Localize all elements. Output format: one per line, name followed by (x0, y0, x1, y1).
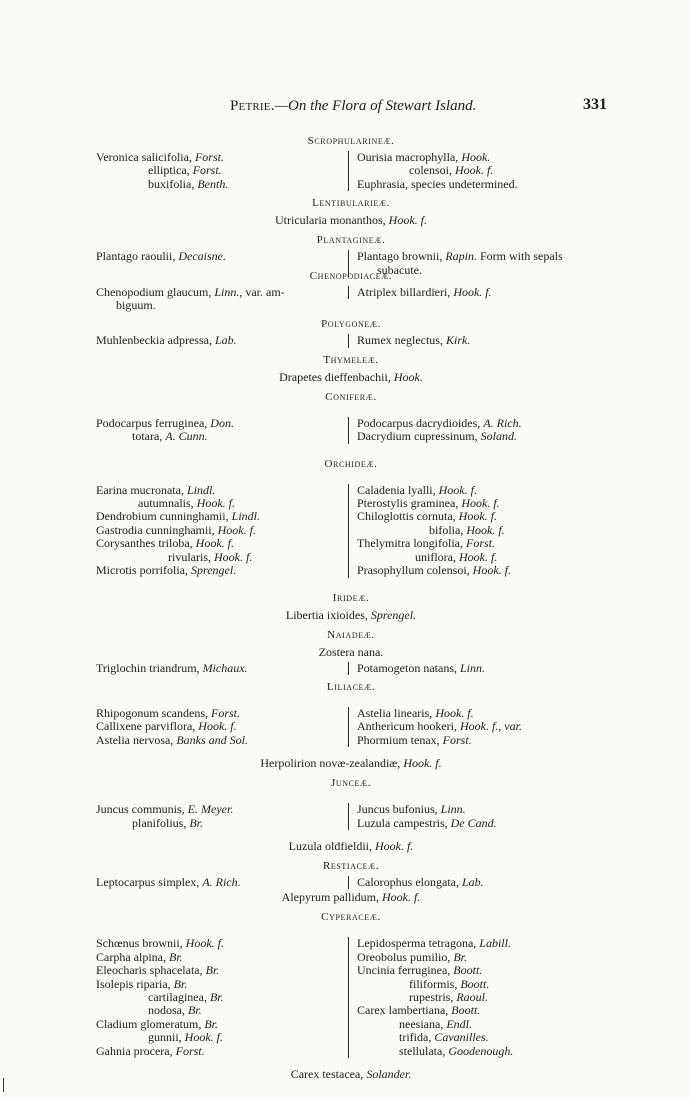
species-entry (96, 417, 342, 430)
species-authority: Hook. f. (195, 536, 234, 551)
species-entry (357, 1031, 606, 1044)
species-entry (357, 286, 606, 299)
species-name: Corysanthes triloba, (96, 536, 196, 551)
centered-species (96, 756, 606, 771)
species-note: Form with sepals (477, 249, 563, 264)
species-entry (357, 951, 606, 964)
species-authority: Br. (188, 1003, 202, 1018)
species-entry (357, 1018, 606, 1031)
species-name: Potamogeton natans, (357, 660, 460, 675)
right-column (348, 662, 606, 675)
species-entry (96, 537, 342, 550)
species-name: Dacrydium cupressinum, (357, 429, 481, 444)
species-authority: Raoul. (456, 989, 488, 1004)
species-name: Veronica salicifolia, (96, 150, 195, 164)
species-authority: A. Rich. (483, 415, 522, 430)
family-heading: Irideæ. (332, 591, 370, 604)
species-name: Oreobolus pumilio, (357, 949, 454, 964)
two-column-block (96, 484, 606, 578)
species-name: Herpolirion novæ-zealandiæ, (260, 756, 404, 771)
centered-species (96, 890, 606, 905)
species-entry (96, 876, 342, 889)
family-heading: Liliaceæ. (326, 680, 376, 693)
species-authority: Decaisne. (178, 249, 226, 264)
species-entry (357, 537, 606, 550)
right-column (348, 707, 606, 747)
family-heading: Restiaceæ. (322, 859, 380, 872)
two-column-block (96, 286, 606, 313)
species-name: Podocarpus dacrydioides, (357, 415, 484, 430)
species-entry (96, 707, 342, 720)
species-authority: Linn., (214, 284, 243, 299)
species-entry (96, 497, 342, 510)
species-name: Caladenia lyalli, (357, 482, 439, 497)
species-authority: A. Rich. (202, 874, 241, 889)
species-authority: Cavanilles. (434, 1030, 489, 1045)
species-name: biguum. (116, 298, 156, 313)
two-column-block (96, 662, 606, 675)
species-entry (96, 430, 342, 443)
species-entry (96, 334, 342, 347)
species-entry (96, 662, 342, 675)
species-entry (357, 250, 606, 263)
species-authority: Hook. f. (382, 890, 421, 905)
species-authority: Forst. (465, 536, 495, 551)
species-name: Thelymitra longifolia, (357, 536, 466, 551)
species-name: Luzula oldfieldii, (288, 838, 375, 853)
species-authority: Forst. (175, 1043, 205, 1058)
species-authority: Lab. (461, 874, 484, 889)
species-entry (357, 707, 606, 720)
species-entry (357, 151, 606, 164)
species-entry (357, 164, 606, 177)
species-entry (357, 334, 606, 347)
species-name: Gahnia procera, (96, 1043, 176, 1058)
species-entry (96, 1018, 342, 1031)
family-heading: Plantagineæ. (316, 234, 386, 247)
species-name: bifolia, (429, 522, 467, 537)
species-authority: Br. (168, 949, 183, 964)
species-authority: Br. (209, 989, 224, 1004)
species-entry (96, 964, 342, 977)
family-heading: Polygoneæ. (321, 318, 381, 331)
right-column (348, 151, 606, 191)
species-entry (357, 417, 606, 430)
species-authority: Hook. f. (196, 496, 235, 511)
species-authority: Boott. (460, 976, 490, 991)
running-header (0, 98, 689, 120)
species-name: cartilaginea, (148, 989, 210, 1004)
species-name: Schœnus brownii, (96, 936, 186, 951)
species-entry (357, 662, 606, 675)
species-name: Callixene parviflora, (96, 719, 199, 734)
species-name: Plantago brownii, (357, 249, 446, 264)
page-number: 331 (583, 96, 607, 113)
family-heading: Cyperaceæ. (321, 911, 381, 924)
two-column-block (96, 937, 606, 1058)
margin-mark (3, 1078, 4, 1092)
species-name: Gastrodia cunninghamii, (96, 522, 218, 537)
species-entry (96, 720, 342, 733)
species-entry (96, 178, 342, 191)
species-entry (96, 734, 342, 747)
species-entry (96, 937, 342, 950)
right-column (348, 286, 606, 299)
species-entry (357, 178, 606, 191)
species-entry (96, 991, 342, 1004)
left-column (96, 417, 342, 444)
left-column (96, 484, 342, 578)
species-authority: Forst. (442, 732, 472, 747)
species-authority: Br. (204, 1016, 218, 1031)
species-authority: Hook. f. (453, 284, 492, 299)
centered-species (96, 645, 606, 660)
species-name: elliptica, (148, 163, 193, 178)
family-heading: Junceæ. (330, 777, 372, 790)
species-name: Microtis porrifolia, (96, 563, 191, 578)
centered-species (96, 608, 606, 623)
species-authority: Endl. (446, 1016, 472, 1031)
species-entry (357, 803, 606, 816)
right-column (348, 250, 606, 277)
species-entry (96, 551, 342, 564)
species-name: Muhlenbeckia adpressa, (96, 333, 215, 348)
left-column (96, 937, 342, 1058)
family-heading: Thymeleæ. (323, 353, 379, 366)
species-authority: Hook. f. (461, 496, 500, 511)
species-name: Juncus bufonius, (357, 802, 441, 817)
species-name: Plantago raoulii, (96, 249, 179, 264)
species-name: Drapetes dieffenbachii, (279, 369, 394, 384)
species-name: rupestris, (409, 989, 457, 1004)
species-name: Luzula campestris, (357, 815, 451, 830)
species-name: Carpha alpina, (96, 949, 169, 964)
species-authority: Hook. (393, 369, 423, 384)
species-name: Isolepis riparia, (96, 976, 174, 991)
species-entry (357, 964, 606, 977)
right-column (348, 937, 606, 1058)
two-column-block (96, 417, 606, 444)
centered-species (96, 1067, 606, 1082)
species-authority: Hook. f. (198, 719, 237, 734)
species-entry (96, 803, 342, 816)
species-authority: Hook. f. (435, 705, 474, 720)
species-authority: Hook. f. (466, 522, 505, 537)
species-name: uniflora, (415, 549, 459, 564)
species-entry (357, 551, 606, 564)
species-name: Dendrobium cunninghamii, (96, 509, 232, 524)
species-authority: Linn. (440, 802, 466, 817)
species-authority: Goodenough. (448, 1043, 514, 1058)
left-column (96, 250, 342, 263)
species-authority: Soland. (480, 429, 517, 444)
species-authority: E. Meyer. (187, 802, 234, 817)
species-entry (357, 484, 606, 497)
right-column (348, 417, 606, 444)
species-entry (357, 817, 606, 830)
species-name: Carex lambertiana, (357, 1003, 452, 1018)
species-entry (357, 734, 606, 747)
right-column (348, 803, 606, 830)
species-note: var. am- (242, 284, 285, 299)
species-authority: Hook. f. (438, 482, 477, 497)
species-authority: Hook. f. (214, 549, 253, 564)
species-name: trifida, (399, 1030, 435, 1045)
species-authority: Rapin. (445, 249, 477, 264)
species-authority: Don. (210, 415, 234, 430)
species-name: Eleocharis sphacelata, (96, 963, 206, 978)
species-authority: Hook. f. (374, 838, 414, 853)
species-name: Chiloglottis cornuta, (357, 509, 459, 524)
species-name: Calorophus elongata, (357, 874, 462, 889)
species-name: Lepidosperma tetragona, (357, 936, 480, 951)
species-authority: De Cand. (450, 815, 497, 830)
two-column-block (96, 334, 606, 347)
species-entry (96, 817, 342, 830)
species-name: Phormium tenax, (357, 732, 443, 747)
species-entry (96, 951, 342, 964)
left-column (96, 334, 342, 347)
species-name: Chenopodium glaucum, (96, 284, 215, 299)
species-name: Earina mucronata, (96, 482, 187, 497)
species-name: Carex testacea, (290, 1067, 367, 1081)
species-name: Cladium glomeratum, (96, 1016, 205, 1031)
species-entry (357, 991, 606, 1004)
species-name: subacute. (377, 262, 422, 277)
species-entry (357, 497, 606, 510)
species-authority: Hook. f. (217, 522, 256, 537)
species-name: totara, (132, 429, 166, 444)
species-entry (96, 1004, 342, 1017)
species-name: planifolius, (132, 815, 190, 830)
species-name: Triglochin triandrum, (96, 660, 203, 675)
species-name: Rhipogonum scandens, (96, 705, 211, 720)
species-name: Pterostylis graminea, (357, 496, 462, 511)
family-heading: Orchideæ. (324, 457, 378, 470)
species-entry (96, 978, 342, 991)
centered-species (96, 370, 606, 385)
species-name: nodosa, (148, 1003, 188, 1018)
species-authority: Lindl. (186, 482, 216, 497)
species-name: Ourisia macrophylla, (357, 150, 462, 164)
author-name: Petrie. (230, 98, 275, 114)
species-name: Prasophyllum colensoi, (357, 563, 473, 578)
species-entry (96, 164, 342, 177)
species-entry (357, 264, 606, 277)
species-entry (96, 524, 342, 537)
species-name: Alepyrum pallidum, (281, 890, 382, 905)
species-name: neesiana, (399, 1016, 447, 1031)
species-authority: Br. (205, 963, 220, 978)
species-authority: Hook. f. (472, 563, 511, 578)
species-name: Juncus communis, (96, 802, 188, 817)
right-column (348, 876, 606, 889)
species-authority: Sprengel. (370, 607, 417, 622)
species-name: Astelia nervosa, (96, 732, 177, 747)
species-name: Astelia linearis, (357, 705, 436, 720)
species-entry (96, 510, 342, 523)
species-authority: Hook. f. (455, 163, 494, 178)
species-authority: Hook. f. (458, 509, 497, 524)
species-name: Podocarpus ferruginea, (96, 415, 211, 430)
species-name: Libertia ixioides, (285, 607, 371, 622)
species-authority: Linn. (459, 660, 485, 675)
species-authority: Kirk. (445, 333, 471, 348)
species-name: Uncinia ferruginea, (357, 963, 454, 978)
species-authority: Br. (453, 949, 467, 964)
left-column (96, 286, 342, 313)
species-entry (96, 151, 342, 164)
species-authority: Sprengel. (190, 563, 237, 578)
species-authority: Forst. (192, 163, 222, 178)
species-entry (96, 250, 342, 263)
right-column (348, 484, 606, 578)
species-name: Zostera nana. (318, 644, 384, 659)
two-column-block (96, 876, 606, 889)
species-name: Leptocarpus simplex, (96, 874, 203, 889)
species-authority: A. Cunn. (165, 429, 208, 444)
family-heading: Chenopodiaceæ. (309, 269, 393, 282)
right-column (348, 334, 606, 347)
species-name: rivularis, (168, 549, 214, 564)
species-entry (357, 720, 606, 733)
species-entry (357, 1004, 606, 1017)
species-name: autumnalis, (138, 496, 197, 511)
left-column (96, 707, 342, 747)
species-entry (357, 1045, 606, 1058)
left-column (96, 662, 342, 675)
left-column (96, 803, 342, 830)
species-name: filiformis, (409, 976, 461, 991)
two-column-block (96, 151, 606, 191)
species-authority: Forst. (194, 150, 224, 164)
species-name: stellulata, (399, 1043, 449, 1058)
family-heading: Naiadeæ. (327, 628, 375, 641)
species-entry (357, 524, 606, 537)
species-entry (357, 937, 606, 950)
centered-species (96, 213, 606, 228)
left-column (96, 876, 342, 889)
species-authority: Hook. f. (403, 756, 442, 771)
species-authority: Boott. (453, 963, 483, 978)
species-entry (357, 564, 606, 577)
species-name: gunnii, (148, 1030, 185, 1045)
two-column-block (96, 803, 606, 830)
species-authority: Boott. (451, 1003, 481, 1018)
species-entry (96, 484, 342, 497)
family-heading: Coniferæ. (325, 390, 377, 403)
species-authority: Benth. (197, 176, 229, 191)
species-name: Atriplex billardieri, (357, 284, 454, 299)
species-name: colensoi, (409, 163, 455, 178)
species-name: Rumex neglectus, (357, 333, 446, 348)
species-authority: Solander. (366, 1067, 412, 1081)
two-column-block (96, 707, 606, 747)
article-title: —On the Flora of Stewart Island. (274, 98, 477, 114)
species-entry (96, 1031, 342, 1044)
species-entry (357, 978, 606, 991)
species-authority: Michaux. (202, 660, 248, 675)
running-title (230, 98, 476, 115)
species-authority: Hook. f. (459, 549, 498, 564)
species-entry (357, 876, 606, 889)
species-entry (96, 564, 342, 577)
family-heading: Lentibularieæ. (312, 197, 390, 210)
species-name: Utricularia monanthos, (275, 213, 389, 228)
left-column (96, 151, 342, 191)
species-authority: Forst. (211, 705, 241, 720)
species-name: Anthericum hookeri, (357, 719, 460, 734)
species-name: buxifolia, (148, 176, 198, 191)
species-authority: Hook. f. (185, 936, 224, 951)
species-authority: Banks and Sol. (176, 732, 248, 747)
species-authority: Lindl. (231, 509, 260, 524)
species-authority: Br. (189, 815, 203, 830)
species-list (96, 133, 606, 1086)
species-authority: Hook. f., var. (459, 719, 522, 734)
species-entry (96, 1045, 342, 1058)
centered-species (96, 839, 606, 854)
species-authority: Labill. (479, 936, 511, 951)
species-authority: Hook. f. (184, 1030, 223, 1045)
species-authority: Br. (173, 976, 188, 991)
species-authority: Hook. (461, 150, 491, 164)
species-entry (357, 510, 606, 523)
species-authority: Lab. (214, 333, 237, 348)
species-name: Euphrasia, species undetermined. (357, 176, 518, 191)
species-entry (357, 430, 606, 443)
species-entry (96, 286, 342, 299)
species-authority: Hook. f. (388, 213, 427, 228)
species-entry (96, 299, 342, 312)
family-heading: Scrophularineæ. (307, 135, 395, 147)
